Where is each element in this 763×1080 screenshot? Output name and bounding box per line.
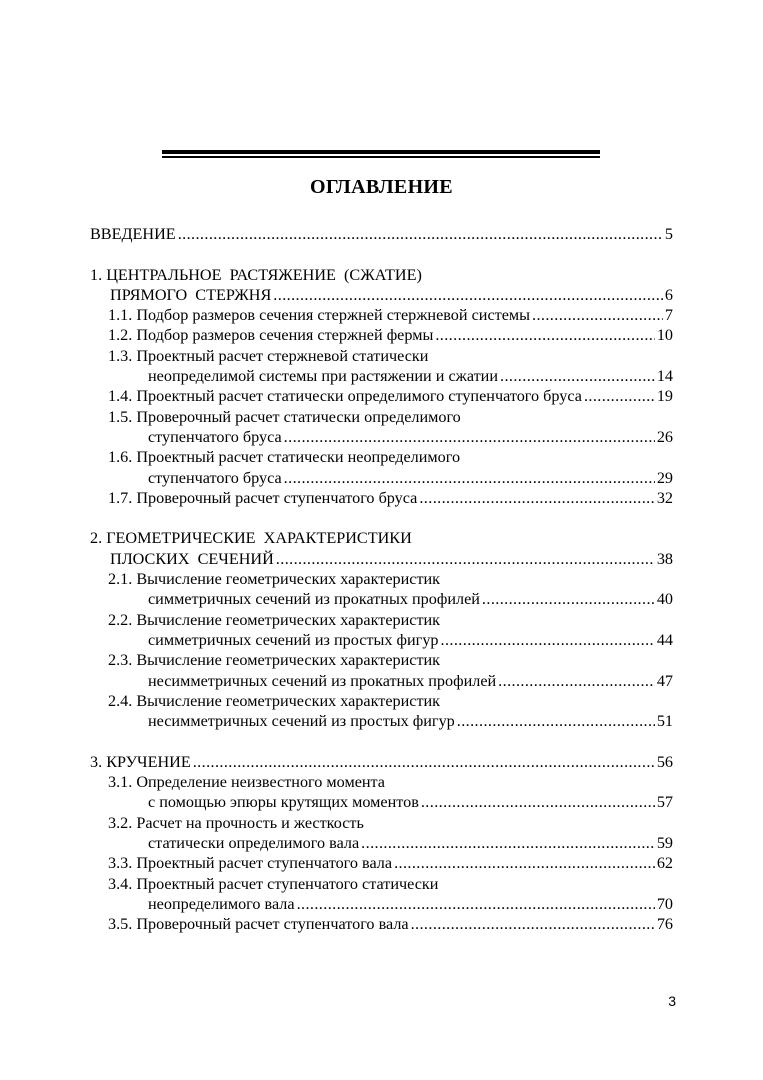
toc-entry-page: 7 xyxy=(664,306,673,325)
toc-entry xyxy=(90,265,673,285)
toc-dot-leader xyxy=(297,894,655,914)
toc-entry-text: 1.2. Подбор размеров сечения стержней фермы xyxy=(108,326,434,345)
header-rule-thick xyxy=(162,150,600,154)
toc-entry xyxy=(90,569,673,589)
toc-entry-page: 56 xyxy=(656,752,673,771)
toc-entry xyxy=(90,772,673,792)
toc-entry-page: 19 xyxy=(656,387,673,406)
toc-entry-page: 51 xyxy=(656,712,673,731)
toc-entry-text: несимметричных сечений из прокатных профилей xyxy=(148,671,497,690)
toc-entry-page: 57 xyxy=(656,793,673,812)
toc-entry-page: 32 xyxy=(656,488,673,507)
toc-entry xyxy=(90,610,673,630)
toc-entry xyxy=(90,549,673,569)
toc-entry-page: 5 xyxy=(664,225,673,243)
toc-entry-text: 2.2. Вычисление геометрических характеристик xyxy=(108,610,441,629)
toc-entry-page: 70 xyxy=(656,894,673,913)
toc-entry xyxy=(90,630,673,650)
page-number: 3 xyxy=(668,993,676,1009)
toc-dot-leader xyxy=(584,386,655,406)
toc-entry-page: 38 xyxy=(656,549,673,568)
toc-entry-text: с помощью эпюры крутящих моментов xyxy=(148,793,419,812)
toc-entry-page: 62 xyxy=(656,854,673,873)
toc-entry-text: 1.6. Проектный расчет статически неопределимого xyxy=(108,448,461,467)
toc-entry-page: 14 xyxy=(656,367,673,386)
toc-entry xyxy=(90,224,673,244)
toc-entry-page: 40 xyxy=(656,590,673,609)
page-title: ОГЛАВЛЕНИЕ xyxy=(310,176,453,198)
toc-entry xyxy=(90,894,673,914)
toc-entry-page: 44 xyxy=(656,630,673,649)
toc-dot-leader xyxy=(482,589,655,609)
toc-dot-leader xyxy=(193,752,655,772)
toc-entry-text: 3.4. Проектный расчет ступенчатого статически xyxy=(108,874,439,893)
toc-dot-leader xyxy=(284,427,655,447)
toc-entry xyxy=(90,752,673,772)
toc-entry-text: 2.3. Вычисление геометрических характеристик xyxy=(108,651,441,670)
toc-entry xyxy=(90,589,673,609)
toc-dot-leader xyxy=(498,671,655,691)
toc-dot-leader xyxy=(457,711,655,731)
toc-entry xyxy=(90,488,673,508)
toc-entry-text: статически определимого вала xyxy=(148,833,360,852)
toc-entry xyxy=(90,427,673,447)
toc-entry-text: ПРЯМОГО СТЕРЖНЯ xyxy=(110,285,272,304)
toc-entry-text: ПЛОСКИХ СЕЧЕНИЙ xyxy=(110,549,274,568)
toc-dot-leader xyxy=(178,224,663,244)
toc-entry xyxy=(90,386,673,406)
toc-entry-text: 3. КРУЧЕНИЕ xyxy=(90,752,191,771)
toc-entry-text: 3.3. Проектный расчет ступенчатого вала xyxy=(108,854,393,873)
toc-entry xyxy=(90,346,673,366)
table-of-contents xyxy=(90,224,673,934)
toc-entry-text: 2.1. Вычисление геометрических характеристик xyxy=(108,570,441,589)
toc-entry xyxy=(90,813,673,833)
toc-entry-page: 59 xyxy=(656,833,673,852)
toc-entry-text: 2. ГЕОМЕТРИЧЕСКИЕ ХАРАКТЕРИСТИКИ xyxy=(90,529,412,548)
toc-entry xyxy=(90,325,673,345)
toc-dot-leader xyxy=(419,488,654,508)
toc-dot-leader xyxy=(435,325,654,345)
toc-entry-text: неопределимой системы при растяжении и сжатии xyxy=(148,367,499,386)
toc-entry xyxy=(90,853,673,873)
toc-dot-leader xyxy=(532,305,663,325)
toc-entry-page: 29 xyxy=(656,468,673,487)
toc-dot-leader xyxy=(441,630,655,650)
toc-entry-text: 3.5. Проверочный расчет ступенчатого вала xyxy=(108,915,409,934)
toc-entry xyxy=(90,447,673,467)
toc-entry xyxy=(90,792,673,812)
toc-spacer xyxy=(90,508,673,528)
toc-entry-page: 6 xyxy=(664,285,673,304)
toc-entry-text: симметричных сечений из простых фигур xyxy=(148,630,439,649)
toc-dot-leader xyxy=(500,366,655,386)
toc-entry xyxy=(90,305,673,325)
toc-entry xyxy=(90,650,673,670)
toc-entry-text: 1.1. Подбор размеров сечения стержней стержневой системы xyxy=(108,306,531,325)
toc-entry-page: 26 xyxy=(656,427,673,446)
toc-entry xyxy=(90,366,673,386)
toc-dot-leader xyxy=(421,792,655,812)
toc-entry xyxy=(90,528,673,548)
toc-dot-leader xyxy=(273,285,663,305)
toc-dot-leader xyxy=(361,833,655,853)
toc-entry-text: 2.4. Вычисление геометрических характеристик xyxy=(108,691,441,710)
toc-spacer xyxy=(90,244,673,264)
toc-entry-text: неопределимого вала xyxy=(148,894,295,913)
toc-entry-text: 1. ЦЕНТРАЛЬНОЕ РАСТЯЖЕНИЕ (СЖАТИЕ) xyxy=(90,265,422,284)
toc-entry xyxy=(90,874,673,894)
toc-entry xyxy=(90,671,673,691)
toc-entry-text: 1.5. Проверочный расчет статически определимого xyxy=(108,407,461,426)
toc-entry-text: симметричных сечений из прокатных профилей xyxy=(148,590,480,609)
toc-entry xyxy=(90,468,673,488)
toc-entry-text: 1.3. Проектный расчет стержневой статически xyxy=(108,346,429,365)
toc-entry-page: 47 xyxy=(656,671,673,690)
toc-spacer xyxy=(90,731,673,751)
toc-dot-leader xyxy=(411,914,655,934)
toc-entry-text: ступенчатого бруса xyxy=(148,427,282,446)
toc-dot-leader xyxy=(284,468,655,488)
toc-entry-text: несимметричных сечений из простых фигур xyxy=(148,712,455,731)
toc-entry xyxy=(90,407,673,427)
toc-entry-text: 3.1. Определение неизвестного момента xyxy=(108,773,385,792)
toc-entry xyxy=(90,691,673,711)
toc-entry xyxy=(90,711,673,731)
toc-entry-page: 76 xyxy=(656,915,673,934)
toc-dot-leader xyxy=(394,853,655,873)
toc-entry xyxy=(90,914,673,934)
toc-entry-text: ступенчатого бруса xyxy=(148,468,282,487)
toc-entry-text: ВВЕДЕНИЕ xyxy=(90,225,176,243)
toc-entry-text: 1.7. Проверочный расчет ступенчатого бруса xyxy=(108,488,418,507)
toc-entry-page: 10 xyxy=(656,326,673,345)
toc-entry-text: 3.2. Расчет на прочность и жесткость xyxy=(108,813,364,832)
toc-entry xyxy=(90,833,673,853)
toc-dot-leader xyxy=(276,549,655,569)
header-rule-thin xyxy=(162,156,600,158)
toc-entry-text: 1.4. Проектный расчет статически определимого ступенчатого бруса xyxy=(108,387,582,406)
toc-entry xyxy=(90,285,673,305)
